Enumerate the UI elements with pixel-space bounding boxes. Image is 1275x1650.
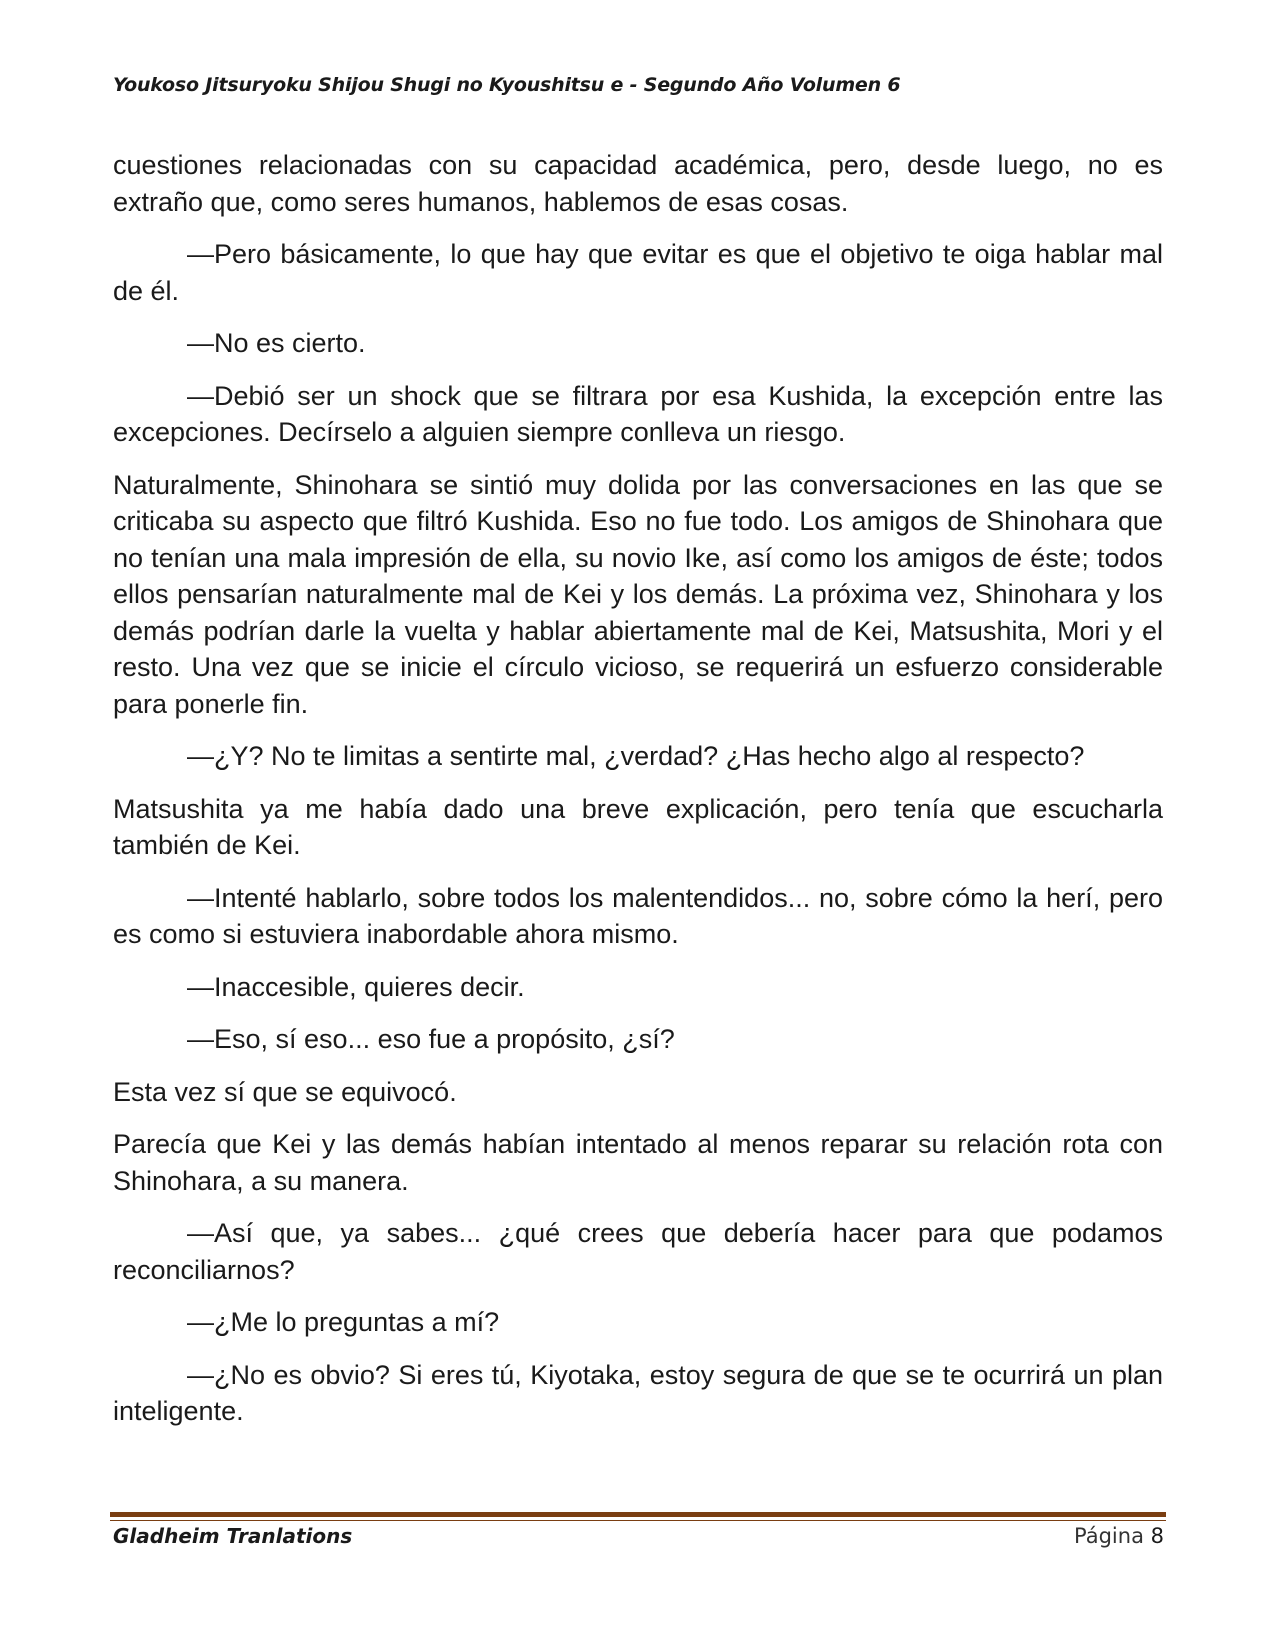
page-number: 8 (1150, 1524, 1164, 1548)
paragraph: Parecía que Kei y las demás habían intentado al menos reparar su relación rota con Shinohara, a su manera. (113, 1129, 1163, 1196)
page-label: Página (1074, 1524, 1144, 1548)
running-header: Youkoso Jitsuryoku Shijou Shugi no Kyoushitsu e - Segundo Año Volumen 6 (113, 74, 901, 96)
footer-credit: Gladheim Tranlations (113, 1524, 353, 1548)
paragraph: cuestiones relacionadas con su capacidad académica, pero, desde luego, no es extraño que, como seres humanos, hablemos de esas cosas. (113, 150, 1163, 217)
dialog-paragraph: —Intenté hablarlo, sobre todos los malentendidos... no, sobre cómo la herí, pero es como si estuviera inabordable ahora mismo. (113, 882, 1163, 949)
paragraph: Naturalmente, Shinohara se sintió muy dolida por las conversaciones en las que se criticaba su aspecto que filtró Kushida. Eso no fue todo. Los amigos de Shinohara que no tenían una mala impresión de ella, su novio Ike, así como los amigos de éste; todos ellos pensarían naturalmente mal de Kei y los demás. La próxima vez, Shinohara y los demás podrían darle la vuelta y hablar abiertamente mal de Kei, Matsushita, Mori y el resto. Una vez que se inicie el círculo vicioso, se requerirá un esfuerzo considerable para ponerle fin. (113, 469, 1163, 719)
paragraph: Esta vez sí que se equivocó. (113, 1076, 457, 1107)
dialog-paragraph: —¿Me lo preguntas a mí? (187, 1307, 500, 1337)
dialog-paragraph: —No es cierto. (187, 328, 366, 358)
dialog-paragraph: —¿Y? No te limitas a sentirte mal, ¿verdad? ¿Has hecho algo al respecto? (187, 741, 1085, 771)
dialog-paragraph: —Inaccesible, quieres decir. (187, 971, 525, 1002)
paragraph: Matsushita ya me había dado una breve explicación, pero tenía que escucharla también de Kei. (113, 793, 1163, 860)
dialog-paragraph: —Eso, sí eso... eso fue a propósito, ¿sí? (187, 1024, 675, 1054)
footer-divider (110, 1512, 1166, 1517)
dialog-paragraph: —Así que, ya sabes... ¿qué crees que debería hacer para que podamos reconciliarnos? (113, 1218, 1163, 1285)
page-number-label (1074, 1524, 1164, 1548)
body-text (113, 147, 1163, 1446)
footer-divider-thin (110, 1520, 1166, 1521)
dialog-paragraph: —Pero básicamente, lo que hay que evitar es que el objetivo te oiga hablar mal de él. (113, 239, 1163, 306)
dialog-paragraph: —¿No es obvio? Si eres tú, Kiyotaka, estoy segura de que se te ocurrirá un plan inteligente. (113, 1359, 1163, 1426)
dialog-paragraph: —Debió ser un shock que se filtrara por esa Kushida, la excepción entre las excepciones. Decírselo a alguien siempre conlleva un riesgo. (113, 380, 1163, 447)
